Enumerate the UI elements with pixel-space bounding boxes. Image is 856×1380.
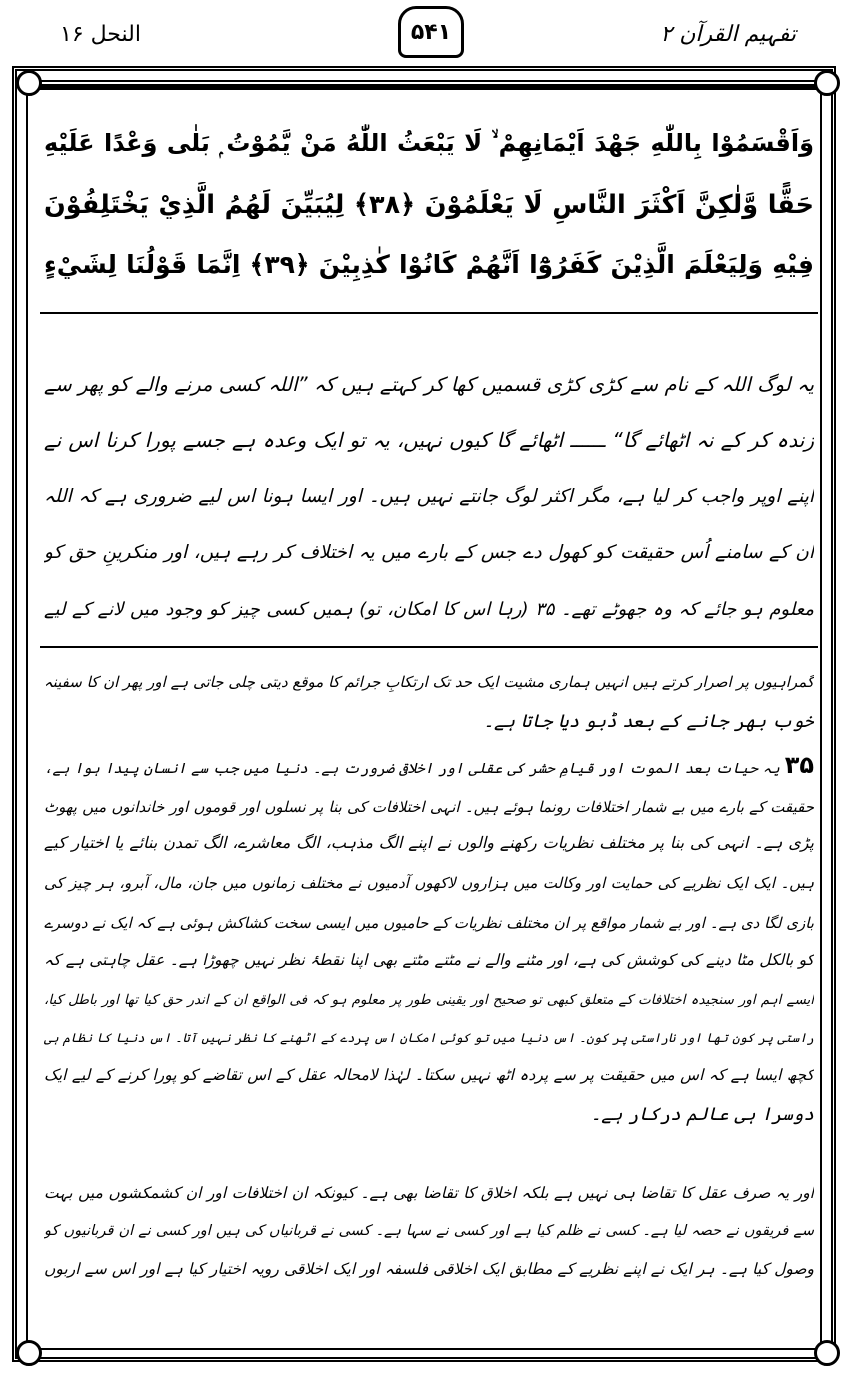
footnote-line: کو بالکل مٹا دینے کی کوشش کی ہے، اور مٹنے والے نے مٹتے مٹتے بھی اپنا نقطۂ نظر نہیں چھوڑا ہے۔ عقل چاہتی ہے کہ — [44, 951, 814, 969]
footnote-line: خوب بھر جانے کے بعد ڈبو دیا جاتا ہے۔ — [483, 711, 814, 732]
corner-ornament — [814, 70, 840, 96]
footnote-line: ایسے اہم اور سنجیدہ اختلافات کے متعلق کبھی تو صحیح اور یقینی طور پر معلوم ہو کہ فی الواقع ان کے اندر حق کیا تھا اور باطل کیا، — [44, 992, 814, 1008]
footnote-line: پڑی ہے۔ انہی کی بنا پر مختلف نظریات رکھنے والوں نے اپنے الگ مذہب، الگ معاشرے، الگ تمدن بنائے یا اختیار کیے — [44, 833, 814, 852]
footnote-line: بازی لگا دی ہے۔ اور بے شمار مواقع پر ان مختلف نظریات کے حامیوں میں ایسی سخت کشاکش ہوئی ہے کہ ایک نے دوسرے — [44, 914, 814, 932]
arabic-line: حَقًّا وَّلٰكِنَّ اَكْثَرَ النَّاسِ لَا يَعْلَمُوْنَ ﴿۳۸﴾ لِيُبَيِّنَ لَهُمُ الَّذِيْ يَخْتَلِفُوْنَ — [44, 190, 814, 220]
footnote-line: حقیقت کے بارے میں بے شمار اختلافات رونما ہوئے ہیں۔ انہی اختلافات کی بنا پر نسلوں اور قوموں اور خاندانوں میں پھوٹ — [44, 798, 814, 816]
translation-line: یہ لوگ اللہ کے نام سے کڑی کڑی قسمیں کھا کر کہتے ہیں کہ ”اللہ کسی مرنے والے کو پھر سے — [44, 373, 814, 396]
arabic-line: فِيْهِ وَلِيَعْلَمَ الَّذِيْنَ كَفَرُوْٓا اَنَّهُمْ كَانُوْا كٰذِبِيْنَ ﴿۳۹﴾ اِنَّمَا قَوْلُنَا لِشَيْءٍ — [44, 250, 814, 279]
footnote-number: ۳۵ — [784, 751, 814, 779]
translation-line: معلوم ہو جائے کہ وہ جھوٹے تھے۔ ۳۵ (رہا اس کا امکان، تو) ہمیں کسی چیز کو وجود میں لانے کے لیے — [44, 599, 814, 620]
footnote-line: ہیں۔ ایک ایک نظریے کی حمایت اور وکالت میں ہزاروں لاکھوں آدمیوں نے مختلف زمانوں میں جان، مال، آبرو، ہر چیز کی — [44, 874, 814, 892]
footnote-text: یہ حیات بعد الموت اور قیامِ حشر کی عقلی اور اخلاقی ضرورت ہے۔ دنیا میں جب سے انسان پیدا ہوا ہے، — [44, 761, 780, 777]
footnote-line: وصول کیا ہے۔ ہر ایک نے اپنے نظریے کے مطابق ایک اخلاقی فلسفہ اور ایک اخلاقی رویہ اختیار کیا ہے اور اس سے اربوں — [44, 1260, 814, 1278]
footnote-line: سے فریقوں نے حصہ لیا ہے۔ کسی نے ظلم کیا ہے اور کسی نے سہا ہے۔ کسی نے قربانیاں کی ہیں اور کسی نے ان قربانیوں کو — [44, 1223, 814, 1239]
page-number-ornament — [398, 6, 464, 58]
footnote-line: اور یہ صرف عقل کا تقاضا ہی نہیں ہے بلکہ اخلاق کا تقاضا بھی ہے۔ کیونکہ ان اختلافات اور ان کشمکشوں میں بہت — [44, 1184, 814, 1202]
footnote-35-first-line — [44, 748, 814, 782]
translation-line: ان کے سامنے اُس حقیقت کو کھول دے جس کے بارے میں یہ اختلاف کر رہے ہیں، اور منکرینِ حق کو — [44, 542, 814, 563]
translation-line: اپنے اوپر واجب کر لیا ہے، مگر اکثر لوگ جانتے نہیں ہیں۔ اور ایسا ہونا اس لیے ضروری ہے کہ اللہ — [44, 486, 814, 507]
footnote-line: کچھ ایسا ہے کہ اس میں حقیقت پر سے پردہ اٹھ نہیں سکتا۔ لہٰذا لامحالہ عقل کے اس تقاضے کو پورا کرنے کے لیے ایک — [44, 1066, 814, 1084]
page-number: ۵۴۱ — [410, 19, 452, 45]
divider — [40, 312, 818, 314]
footnote-line: راستی پر کون تھا اور ناراستی پر کون۔ اس دنیا میں تو کوئی امکان اس پردے کے اٹھنے کا نظر نہیں آتا۔ اس دنیا کا نظام ہی — [44, 1030, 814, 1045]
translation-line: زندہ کر کے نہ اٹھائے گا“ ــــــ اٹھائے گا کیوں نہیں، یہ تو ایک وعدہ ہے جسے پورا کرنا اس نے — [44, 428, 814, 452]
top-border-bar — [26, 84, 830, 90]
footnote-line: دوسرا ہی عالم درکار ہے۔ — [590, 1104, 814, 1125]
footnote-line: گمراہیوں پر اصرار کرتے ہیں انہیں ہماری مشیت ایک حد تک ارتکابِ جرائم کا موقع دیتی چلی جاتی ہے اور پھر ان کا سفینہ — [44, 673, 814, 691]
corner-ornament — [814, 1340, 840, 1366]
surah-name: النحل ۱۶ — [60, 22, 141, 47]
book-title: تفہیم القرآن ۲ — [660, 22, 796, 47]
arabic-line: وَاَقْسَمُوْا بِاللّٰهِ جَهْدَ اَيْمَانِهِمْ ۙ لَا يَبْعَثُ اللّٰهُ مَنْ يَّمُوْتُ ۭ بَلٰى وَعْدًا عَلَيْهِ — [44, 129, 814, 157]
corner-ornament — [16, 70, 42, 96]
corner-ornament — [16, 1340, 42, 1366]
divider — [40, 646, 818, 648]
